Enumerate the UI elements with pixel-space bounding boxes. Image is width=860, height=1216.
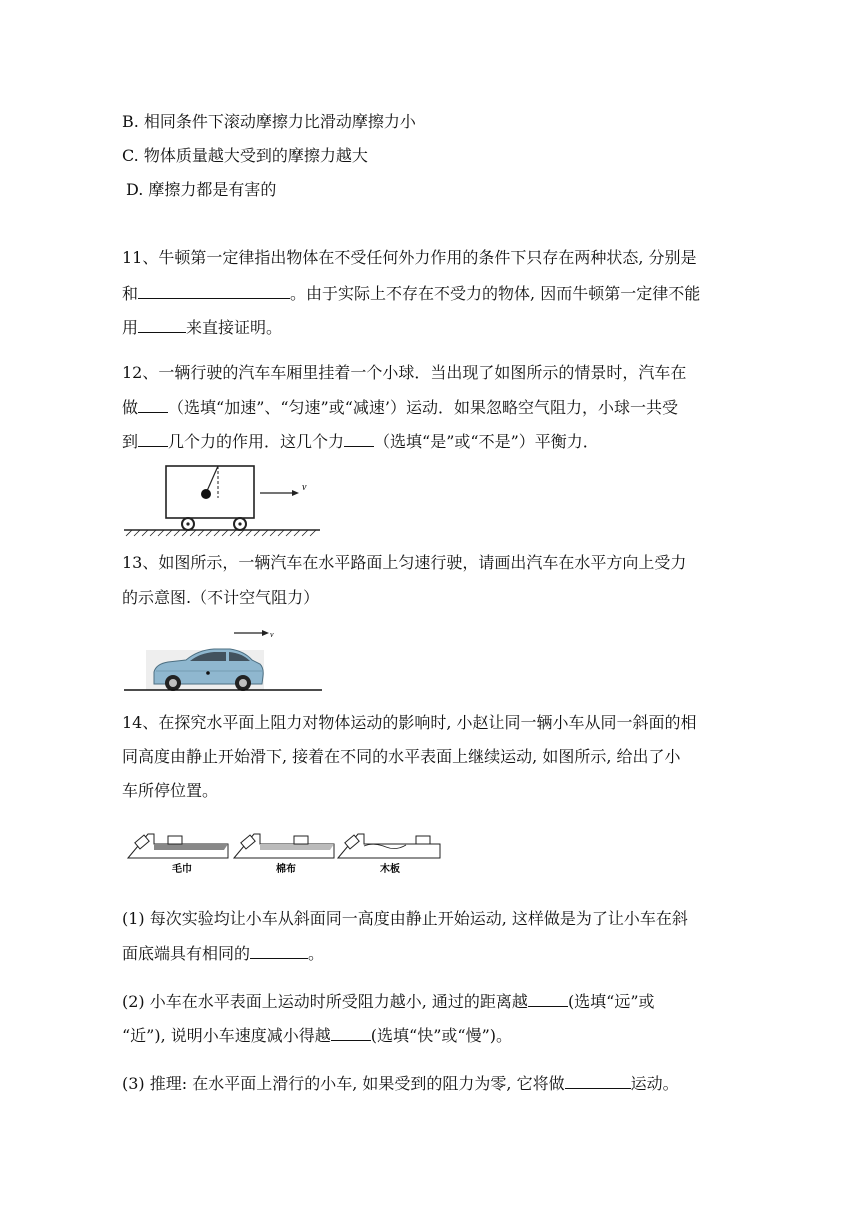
ramp-towel <box>128 834 228 875</box>
q11-line3-pre: 用 <box>122 318 139 337</box>
q14-line2: 同高度由静止开始滑下, 接着在不同的水平表面上继续运动, 如图所示, 给出了小 <box>122 747 681 766</box>
q12-line2 <box>122 396 678 419</box>
label-cotton: 棉布 <box>276 864 296 875</box>
q14-sub1-line1: (1) 每次实验均让小车从斜面同一高度由静止开始运动, 这样做是为了让小车在斜 <box>122 909 688 928</box>
option-d: D. 摩擦力都是有害的 <box>126 180 277 199</box>
q11-line3-post: 来直接证明。 <box>186 318 283 337</box>
q11-blank-2[interactable] <box>138 316 186 333</box>
velocity-label: v <box>302 482 307 493</box>
q12-line1: 12、一辆行驶的汽车车厢里挂着一个小球．当出现了如图所示的情景时，汽车在 <box>122 363 687 382</box>
q14-line3: 车所停位置。 <box>122 781 219 800</box>
q14-sub2-line2 <box>122 1024 512 1047</box>
q12-line2-pre: 做 <box>122 398 139 417</box>
ramp-cotton <box>234 834 334 875</box>
q14-ramp-figure <box>124 826 444 882</box>
q12-cart-figure <box>122 460 322 540</box>
pendulum-string <box>207 466 218 491</box>
q14-line1: 14、在探究水平面上阻力对物体运动的影响时, 小赵让同一辆小车从同一斜面的相 <box>122 713 697 732</box>
option-c: C. 物体质量越大受到的摩擦力越大 <box>122 146 368 165</box>
q14-blank-3[interactable] <box>331 1024 371 1041</box>
label-towel: 毛巾 <box>172 864 192 875</box>
q12-line3-mid: 几个力的作用．这几个力 <box>168 432 345 451</box>
q14-sub2-line2-post: (选填“快”或“慢”)。 <box>370 1026 512 1045</box>
ramp-wood <box>338 834 440 875</box>
q14-sub2-line1-post: (选填“远”或 <box>567 992 655 1011</box>
q14-sub3-pre: (3) 推理: 在水平面上滑行的小车, 如果受到的阻力为零, 它将做 <box>122 1074 565 1093</box>
q13-line2: 的示意图.（不计空气阻力） <box>122 588 320 607</box>
q11-line2 <box>122 282 700 305</box>
q11-line1: 11、牛顿第一定律指出物体在不受任何外力作用的条件下只存在两种状态, 分别是 <box>122 248 697 267</box>
velocity-label: v <box>270 630 274 639</box>
q11-line3 <box>122 316 282 339</box>
q14-blank-1[interactable] <box>250 942 308 959</box>
option-b: B. 相同条件下滚动摩擦力比滑动摩擦力小 <box>122 112 416 131</box>
q12-line2-post: （选填“加速”、“匀速”或“减速’）运动．如果忽略空气阻力，小球一共受 <box>168 398 679 417</box>
label-wood: 木板 <box>380 864 400 875</box>
q12-blank-2[interactable] <box>138 430 168 447</box>
hanging-ball <box>201 489 211 499</box>
q14-blank-2[interactable] <box>528 990 568 1007</box>
q14-sub2-line2-pre: “近”), 说明小车速度减小得越 <box>122 1026 331 1045</box>
q14-sub1-line2 <box>122 942 324 965</box>
q14-sub1-line2-post: 。 <box>308 944 325 963</box>
q12-blank-3[interactable] <box>344 430 374 447</box>
q12-line3 <box>122 430 599 453</box>
q12-line3-post: （选填“是”或“不是”）平衡力． <box>374 432 599 451</box>
q13-line1: 13、如图所示，一辆汽车在水平路面上匀速行驶，请画出汽车在水平方向上受力 <box>122 553 687 572</box>
q14-sub3-post: 运动。 <box>630 1074 679 1093</box>
q14-blank-4[interactable] <box>565 1072 631 1089</box>
q11-line2-pre: 和 <box>122 284 139 303</box>
ground-hatch <box>126 530 316 536</box>
q12-line3-pre: 到 <box>122 432 139 451</box>
q14-sub3 <box>122 1072 679 1095</box>
q14-sub2-line1-pre: (2) 小车在水平表面上运动时所受阻力越小, 通过的距离越 <box>122 992 528 1011</box>
q14-sub2-line1 <box>122 990 655 1013</box>
q14-sub1-line2-pre: 面底端具有相同的 <box>122 944 251 963</box>
q13-car-figure <box>122 624 328 694</box>
q11-line2-post: 。由于实际上不存在不受力的物体, 因而牛顿第一定律不能 <box>290 284 701 303</box>
q11-blank-1[interactable] <box>138 282 290 299</box>
q12-blank-1[interactable] <box>138 396 168 413</box>
